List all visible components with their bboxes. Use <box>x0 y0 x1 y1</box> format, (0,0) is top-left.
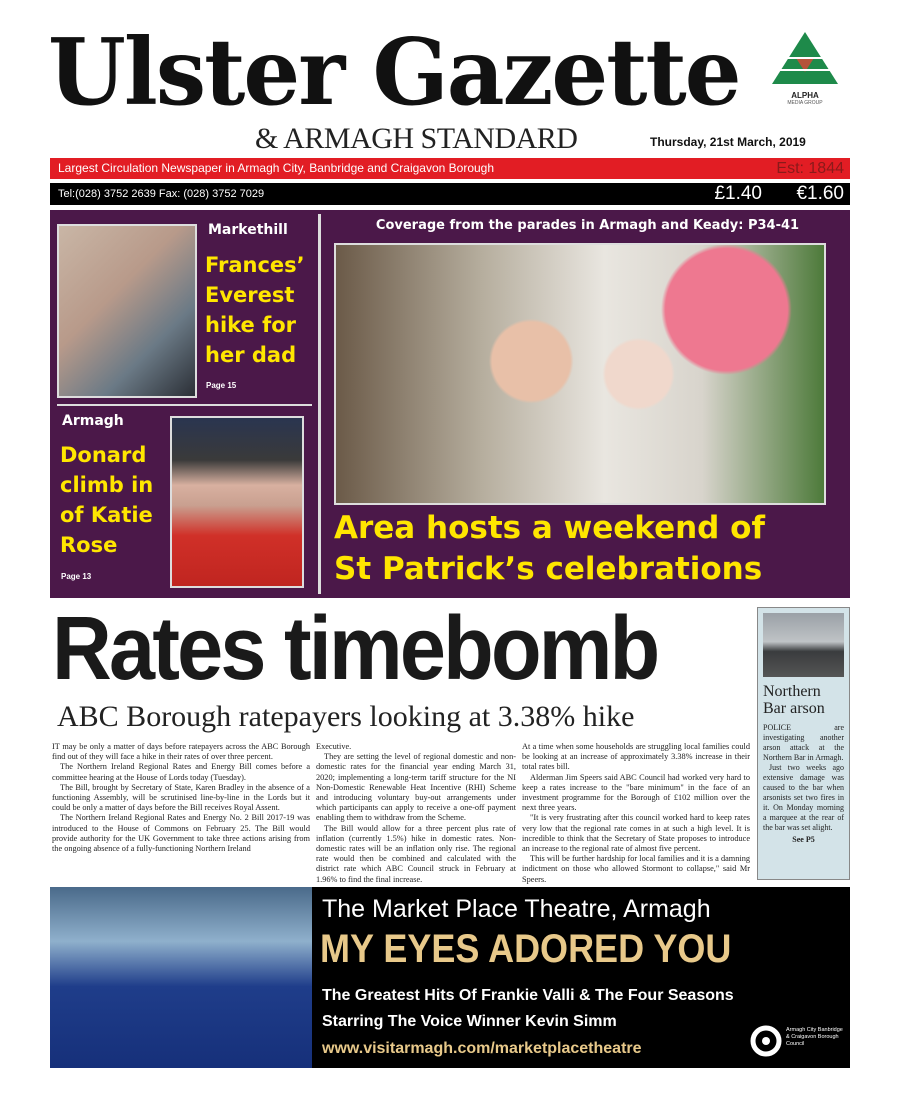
headline-line: hike for <box>205 313 297 337</box>
headline-line: St Patrick’s celebrations <box>334 551 763 587</box>
contact-bar <box>50 183 850 205</box>
logo-text: ALPHA <box>791 91 819 100</box>
paragraph: Just two weeks ago extensive damage was caused to the bar when arsonists set two fires in it. On Monday morning a marquee at the rear of the bar was set alight. <box>763 763 844 832</box>
tagline: Largest Circulation Newspaper in Armagh City, Banbridge and Craigavon Borough <box>58 161 495 175</box>
price-eur: €1.60 <box>796 183 844 204</box>
page-ref: See P5 <box>792 835 815 844</box>
feature-headline[interactable] <box>334 508 765 590</box>
paragraph: "It is very frustrating after this council worked hard to keep rates very low that the regional rate comes in at such a high level. It is incredible to think that the Secretary of State proposes to introduce an increase to the regional rate of almost five percent. <box>522 813 750 854</box>
advert-show-title: MY EYES ADORED YOU <box>320 927 732 971</box>
headline-line: her dad <box>205 343 297 367</box>
masthead-subtitle: & ARMAGH STANDARD <box>255 122 578 155</box>
paragraph: The Northern Ireland Regional Rates and Energy Bill comes before a committee hearing at the House of Lords today (Tuesday). <box>52 762 310 782</box>
paragraph: At a time when some households are struggling local families could be looking at an increase of approximately 3.38% increase in their total rates bill. <box>522 742 750 772</box>
sidebar-story[interactable] <box>757 607 850 880</box>
lead-headline[interactable]: Rates timebomb <box>52 599 658 699</box>
sidebar-photo <box>763 613 844 677</box>
headline-line: climb in <box>60 473 154 497</box>
divider <box>318 214 321 594</box>
headline-line: Area hosts a weekend of <box>334 510 765 546</box>
issue-date: Thursday, 21st March, 2019 <box>650 135 806 149</box>
teaser-headline[interactable] <box>60 440 153 560</box>
paragraph: The Bill, brought by Secretary of State, Karen Bradley in the absence of a functioning Assembly, will be scrutinised line-by-line in the Lords but it could be only a matter of days before the Bill receives Royal Assent. <box>52 782 310 813</box>
article-column <box>522 742 750 885</box>
theatre-advert[interactable] <box>50 887 850 1068</box>
headline-line: of Katie <box>60 503 153 527</box>
page-ref: Page 13 <box>61 572 92 581</box>
logo-subtext: MEDIA GROUP <box>787 100 823 106</box>
advert-line2: Starring The Voice Winner Kevin Simm <box>322 1013 617 1030</box>
paragraph: This will be further hardship for local families and it is a damning indictment on those who allowed Stormont to collapse," said Mr Speers. <box>522 854 750 884</box>
headline-line: Frances’ <box>205 253 305 277</box>
masthead-title: Ulster Gazette <box>48 18 740 126</box>
teaser-headline[interactable] <box>205 250 305 370</box>
council-logo-text: Armagh City Banbridge & Craigavon Borough Council <box>786 1027 843 1047</box>
contact-info: Tel:(028) 3752 2639 Fax: (028) 3752 7029 <box>58 188 265 200</box>
headline-line: Everest <box>205 283 295 307</box>
article-column <box>52 742 310 854</box>
advert-url[interactable]: www.visitarmagh.com/marketplacetheatre <box>322 1040 642 1057</box>
established: Est: 1844 <box>776 160 844 177</box>
paragraph: POLICE are investigating another arson attack at the Northern Bar in Armagh. <box>763 723 844 762</box>
council-logo <box>750 1021 845 1061</box>
headline-line: Donard <box>60 443 147 467</box>
advert-line1: The Greatest Hits Of Frankie Valli & The Four Seasons <box>322 987 734 1004</box>
headline-line: Rose <box>60 533 118 557</box>
paragraph: The Bill would allow for a three percent plus rate of inflation (currently 1.5%) hike in domestic rates. Non-domestic rates will be an inflation only rise. The regional rate would then be combined and calculated with the district rate which ABC Council struck in February at 1.96% to find the final increase. <box>316 823 516 884</box>
paragraph: They are setting the level of regional domestic and non-domestic rates for the financial year ending March 31, 2020; implementing a long-term tariff structure for the NI Non-Domestic Renewable Heat Incentive (RHI) Scheme and introducing voluntary buy-out arrangements under which participants can apply to receive a one-off payment enabling them to withdraw from the Scheme. <box>316 752 516 823</box>
paragraph: Executive. <box>316 742 352 751</box>
divider <box>57 404 312 406</box>
advert-venue: The Market Place Theatre, Armagh <box>322 895 711 923</box>
teaser-location: Markethill <box>208 222 288 238</box>
paragraph: The Northern Ireland Regional Rates and Energy No. 2 Bill 2017-19 was introduced to the House of Commons on February 25. The Bill would provide authority for the UK Government to take three actions arising from the ongoing absence of a fully-functioning Northern Ireland <box>52 813 310 854</box>
alpha-media-logo <box>770 30 840 106</box>
feature-caption: Coverage from the parades in Armagh and Keady: P34-41 <box>375 218 800 233</box>
teaser-photo-father-daughter[interactable] <box>57 224 197 398</box>
advert-photo <box>50 887 312 1068</box>
page-ref: Page 15 <box>206 381 237 390</box>
teaser-location: Armagh <box>62 413 124 429</box>
paragraph: IT may be only a matter of days before ratepayers across the ABC Borough find out of they will face a hike in their rates of over three percent. <box>52 742 310 762</box>
lead-deck: ABC Borough ratepayers looking at 3.38% hike <box>57 700 635 733</box>
teaser-photo-child[interactable] <box>170 416 304 588</box>
tagline-bar <box>50 158 850 179</box>
paragraph: Alderman Jim Speers said ABC Council had worked very hard to keep a rates increase to the "bare minimum" in the face of an investment programme for the Borough of £102 million over the next three years. <box>522 772 750 813</box>
feature-photo-st-patricks[interactable] <box>334 243 826 505</box>
article-column <box>316 742 516 885</box>
price-gbp: £1.40 <box>714 183 762 204</box>
sidebar-headline: Northern Bar arson <box>763 683 825 717</box>
